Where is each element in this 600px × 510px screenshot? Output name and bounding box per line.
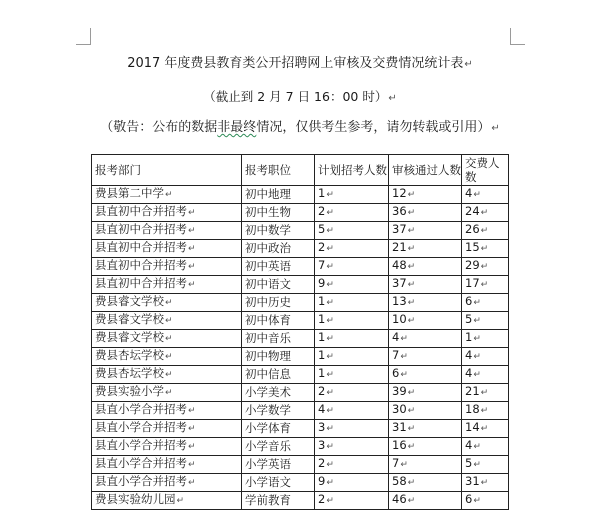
table-cell: 5↵ (462, 312, 509, 330)
table-row (92, 276, 509, 294)
document-title: 2017 年度费县教育类公开招聘网上审核及交费情况统计表↵ (127, 56, 473, 71)
table-cell: 初中音乐 (242, 330, 315, 348)
table-cell: 县直初中合并招考↵ (92, 222, 242, 240)
statistics-table (91, 154, 509, 510)
column-header: 计划招考人数 (315, 155, 389, 186)
table-cell: 10↵ (389, 312, 462, 330)
table-cell: 费县睿文学校↵ (92, 330, 242, 348)
table-cell: 6↵ (462, 294, 509, 312)
table-cell: 1↵ (315, 186, 389, 204)
table-cell: 58↵ (389, 474, 462, 492)
table-cell: 1↵ (315, 348, 389, 366)
document-subtitle: （截止到 2 月 7 日 16：00 时）↵ (203, 89, 397, 104)
table-cell: 2↵ (315, 456, 389, 474)
table-cell: 县直初中合并招考↵ (92, 240, 242, 258)
table-cell: 36↵ (389, 204, 462, 222)
page-corner-mark-left (76, 28, 91, 45)
table-cell: 小学英语 (242, 456, 315, 474)
table-cell: 5↵ (462, 456, 509, 474)
table-cell: 4↵ (389, 330, 462, 348)
table-row (92, 420, 509, 438)
table-cell: 县直小学合并招考↵ (92, 402, 242, 420)
table-cell: 4↵ (315, 402, 389, 420)
table-row (92, 186, 509, 204)
table-cell: 初中物理 (242, 348, 315, 366)
table-cell: 费县睿文学校↵ (92, 294, 242, 312)
table-cell: 3↵ (315, 438, 389, 456)
table-cell: 4↵ (462, 348, 509, 366)
table-cell: 费县杏坛学校↵ (92, 348, 242, 366)
table-cell: 1↵ (315, 294, 389, 312)
table-cell: 小学数学 (242, 402, 315, 420)
table-cell: 2↵ (315, 204, 389, 222)
table-row (92, 294, 509, 312)
column-header: 报考职位 (242, 155, 315, 186)
column-header: 报考部门 (92, 155, 242, 186)
table-cell: 初中政治 (242, 240, 315, 258)
table-cell: 39↵ (389, 384, 462, 402)
table-cell: 县直初中合并招考↵ (92, 276, 242, 294)
table-row (92, 492, 509, 510)
table-cell: 费县实验幼儿园↵ (92, 492, 242, 510)
table-cell: 9↵ (315, 474, 389, 492)
table-cell: 15↵ (462, 240, 509, 258)
table-row (92, 456, 509, 474)
table-cell: 初中语文 (242, 276, 315, 294)
table-cell: 48↵ (389, 258, 462, 276)
table-cell: 初中英语 (242, 258, 315, 276)
table-cell: 13↵ (389, 294, 462, 312)
table-row (92, 474, 509, 492)
table-cell: 16↵ (389, 438, 462, 456)
table-row (92, 222, 509, 240)
table-cell: 县直初中合并招考↵ (92, 258, 242, 276)
table-row (92, 240, 509, 258)
table-cell: 县直初中合并招考↵ (92, 204, 242, 222)
table-cell: 小学体育 (242, 420, 315, 438)
table-cell: 费县第二中学↵ (92, 186, 242, 204)
table-cell: 初中地理 (242, 186, 315, 204)
table-cell: 2↵ (315, 492, 389, 510)
table-row (92, 204, 509, 222)
table-row (92, 348, 509, 366)
table-cell: 费县杏坛学校↵ (92, 366, 242, 384)
table-cell: 30↵ (389, 402, 462, 420)
document-notice: （敬告：公布的数据非最终情况，仅供考生参考，请勿转载或引用）↵ (100, 120, 500, 135)
table-cell: 小学语文 (242, 474, 315, 492)
table-cell: 7↵ (315, 258, 389, 276)
table-cell: 初中信息 (242, 366, 315, 384)
table-row (92, 438, 509, 456)
table-cell: 4↵ (462, 366, 509, 384)
table-cell: 9↵ (315, 276, 389, 294)
table-cell: 21↵ (462, 384, 509, 402)
table-cell: 7↵ (389, 348, 462, 366)
table-cell: 5↵ (315, 222, 389, 240)
table-cell: 37↵ (389, 276, 462, 294)
table-cell: 学前教育 (242, 492, 315, 510)
table-cell: 21↵ (389, 240, 462, 258)
table-cell: 1↵ (462, 330, 509, 348)
table-cell: 初中生物 (242, 204, 315, 222)
table-cell: 费县实验小学↵ (92, 384, 242, 402)
page-corner-mark-right (510, 28, 525, 45)
table-cell: 18↵ (462, 402, 509, 420)
table-row (92, 258, 509, 276)
table-cell: 6↵ (389, 366, 462, 384)
column-header: 审核通过人数 (389, 155, 462, 186)
table-cell: 2↵ (315, 384, 389, 402)
table-cell: 小学美术 (242, 384, 315, 402)
table-cell: 14↵ (462, 420, 509, 438)
table-cell: 费县睿文学校↵ (92, 312, 242, 330)
table-cell: 1↵ (315, 330, 389, 348)
table-row (92, 384, 509, 402)
table-cell: 24↵ (462, 204, 509, 222)
table-cell: 2↵ (315, 240, 389, 258)
spellcheck-underline: 非最终 (217, 120, 257, 135)
table-cell: 31↵ (462, 474, 509, 492)
table-cell: 初中体育 (242, 312, 315, 330)
table-cell: 4↵ (462, 186, 509, 204)
table-cell: 1↵ (315, 366, 389, 384)
table-cell: 初中数学 (242, 222, 315, 240)
table-cell: 县直小学合并招考↵ (92, 438, 242, 456)
table-cell: 县直小学合并招考↵ (92, 456, 242, 474)
table-cell: 初中历史 (242, 294, 315, 312)
table-cell: 29↵ (462, 258, 509, 276)
table-cell: 县直小学合并招考↵ (92, 474, 242, 492)
table-cell: 37↵ (389, 222, 462, 240)
table-cell: 6↵ (462, 492, 509, 510)
table-cell: 4↵ (462, 438, 509, 456)
table-cell: 县直小学合并招考↵ (92, 420, 242, 438)
table-cell: 17↵ (462, 276, 509, 294)
table-row (92, 402, 509, 420)
table-row (92, 366, 509, 384)
table-cell: 7↵ (389, 456, 462, 474)
table-row (92, 330, 509, 348)
table-cell: 1↵ (315, 312, 389, 330)
table-cell: 26↵ (462, 222, 509, 240)
column-header: 交费人数 (462, 155, 509, 186)
table-cell: 46↵ (389, 492, 462, 510)
table-cell: 小学音乐 (242, 438, 315, 456)
table-row (92, 312, 509, 330)
table-cell: 31↵ (389, 420, 462, 438)
table-cell: 12↵ (389, 186, 462, 204)
table-header-row (92, 155, 509, 186)
table-cell: 3↵ (315, 420, 389, 438)
